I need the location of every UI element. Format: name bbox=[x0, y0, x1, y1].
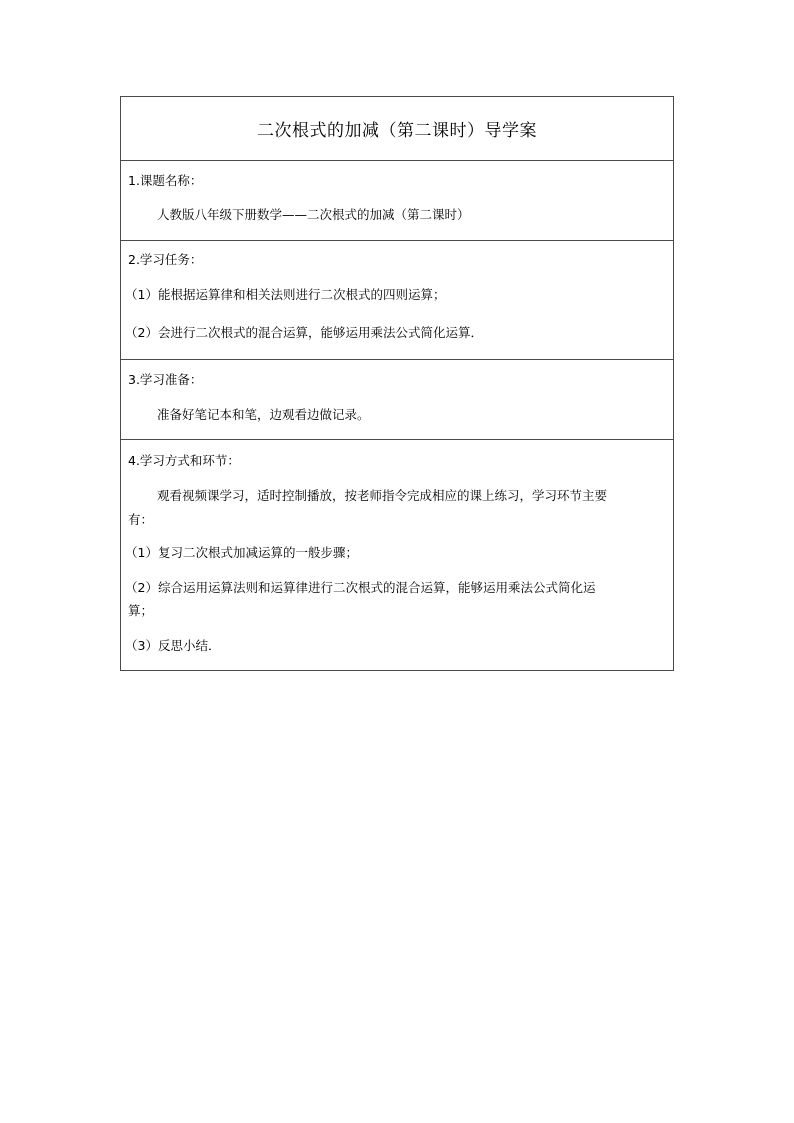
learning-method-intro-cont: 有： bbox=[128, 512, 154, 527]
learning-method-item-cont: 算； bbox=[128, 603, 154, 618]
learning-task-item: （1）能根据运算律和相关法则进行二次根式的四则运算； bbox=[125, 287, 446, 302]
document-title: 二次根式的加减（第二课时）导学案 bbox=[257, 121, 537, 141]
course-name-content: 人教版八年级下册数学——二次根式的加减（第二课时） bbox=[157, 207, 470, 222]
preparation-heading: 3.学习准备： bbox=[128, 372, 203, 387]
learning-tasks-heading: 2.学习任务： bbox=[128, 252, 203, 267]
learning-method-cell bbox=[121, 439, 673, 670]
lesson-plan-table bbox=[120, 96, 674, 671]
preparation-cell bbox=[121, 359, 673, 439]
learning-method-intro: 观看视频课学习，适时控制播放，按老师指令完成相应的课上练习，学习环节主要 bbox=[157, 488, 608, 503]
preparation-content: 准备好笔记本和笔，边观看边做记录。 bbox=[157, 407, 370, 422]
learning-tasks-cell bbox=[121, 240, 673, 359]
learning-method-item: （2）综合运用运算法则和运算律进行二次根式的混合运算，能够运用乘法公式简化运 bbox=[125, 580, 596, 595]
course-name-heading: 1.课题名称： bbox=[128, 173, 203, 188]
learning-method-heading: 4.学习方式和环节： bbox=[128, 453, 240, 468]
learning-method-item: （1）复习二次根式加减运算的一般步骤； bbox=[125, 545, 358, 560]
learning-method-item: （3）反思小结． bbox=[125, 638, 221, 653]
title-cell bbox=[121, 97, 673, 160]
course-name-cell bbox=[121, 160, 673, 240]
learning-task-item: （2）会进行二次根式的混合运算，能够运用乘法公式简化运算． bbox=[125, 325, 483, 340]
